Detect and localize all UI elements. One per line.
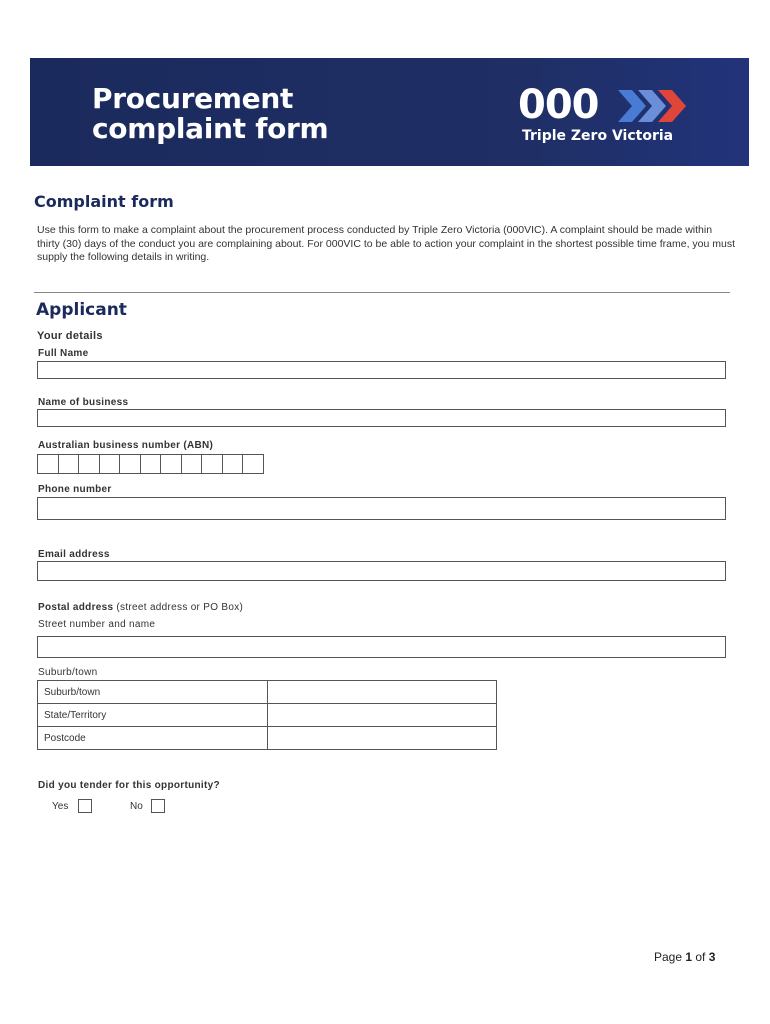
state-row-label: State/Territory [38, 704, 268, 727]
street-label: Street number and name [38, 619, 156, 630]
business-name-field[interactable] [37, 409, 726, 427]
page-of: of [692, 950, 709, 964]
abn-digit-box[interactable] [222, 454, 244, 474]
full-name-label: Full Name [38, 348, 89, 359]
abn-digit-box[interactable] [58, 454, 80, 474]
abn-digit-box[interactable] [119, 454, 141, 474]
postcode-row-label: Postcode [38, 727, 268, 750]
no-label: No [130, 801, 143, 812]
street-field[interactable] [37, 636, 726, 658]
table-row [38, 727, 497, 750]
abn-digit-box[interactable] [242, 454, 264, 474]
email-field[interactable] [37, 561, 726, 581]
email-label: Email address [38, 549, 110, 560]
abn-digit-box[interactable] [78, 454, 100, 474]
abn-digit-box[interactable] [201, 454, 223, 474]
form-title: Procurement complaint form [92, 82, 329, 145]
no-checkbox[interactable] [151, 799, 165, 813]
abn-digit-box[interactable] [140, 454, 162, 474]
suburb-heading: Suburb/town [38, 667, 98, 678]
applicant-heading: Applicant [36, 300, 127, 320]
postal-note: (street address or PO Box) [113, 602, 244, 613]
header-banner [30, 58, 749, 166]
intro-text: Use this form to make a complaint about the procurement process conducted by Triple Zero Victoria (000VIC). A complaint should be made within thirty (30) days of the conduct you are complaining about. For 000VIC to be able to action your complaint in the shortest possible time frame, you must supply the following details in writing. [37, 224, 736, 263]
yes-label: Yes [52, 801, 69, 812]
page-total: 3 [708, 950, 716, 964]
tender-question: Did you tender for this opportunity? [38, 780, 220, 791]
address-table [37, 680, 497, 750]
abn-digit-box[interactable] [160, 454, 182, 474]
page-word: Page [654, 950, 686, 964]
complaint-heading: Complaint form [34, 192, 174, 211]
your-details-subheading: Your details [37, 330, 103, 342]
abn-label: Australian business number (ABN) [38, 440, 214, 451]
abn-digit-box[interactable] [99, 454, 121, 474]
abn-digit-box[interactable] [37, 454, 59, 474]
phone-label: Phone number [38, 484, 112, 495]
suburb-row-label: Suburb/town [38, 681, 268, 704]
business-name-label: Name of business [38, 397, 129, 408]
logo-name: Triple Zero Victoria [522, 128, 674, 144]
postal-address-label [38, 602, 243, 613]
abn-field[interactable] [37, 454, 263, 474]
yes-checkbox[interactable] [78, 799, 92, 813]
postal-label-text: Postal address [38, 602, 114, 613]
abn-digit-box[interactable] [181, 454, 203, 474]
phone-field[interactable] [37, 497, 726, 520]
table-row [38, 704, 497, 727]
postcode-input[interactable] [268, 727, 497, 750]
section-divider [34, 292, 730, 293]
logo-number: 000 [518, 82, 599, 128]
state-input[interactable] [268, 704, 497, 727]
full-name-field[interactable] [37, 361, 726, 379]
table-row [38, 681, 497, 704]
suburb-input[interactable] [268, 681, 497, 704]
page-number [654, 950, 715, 964]
page-current: 1 [685, 950, 693, 964]
logo-chevron-icon [618, 88, 690, 124]
